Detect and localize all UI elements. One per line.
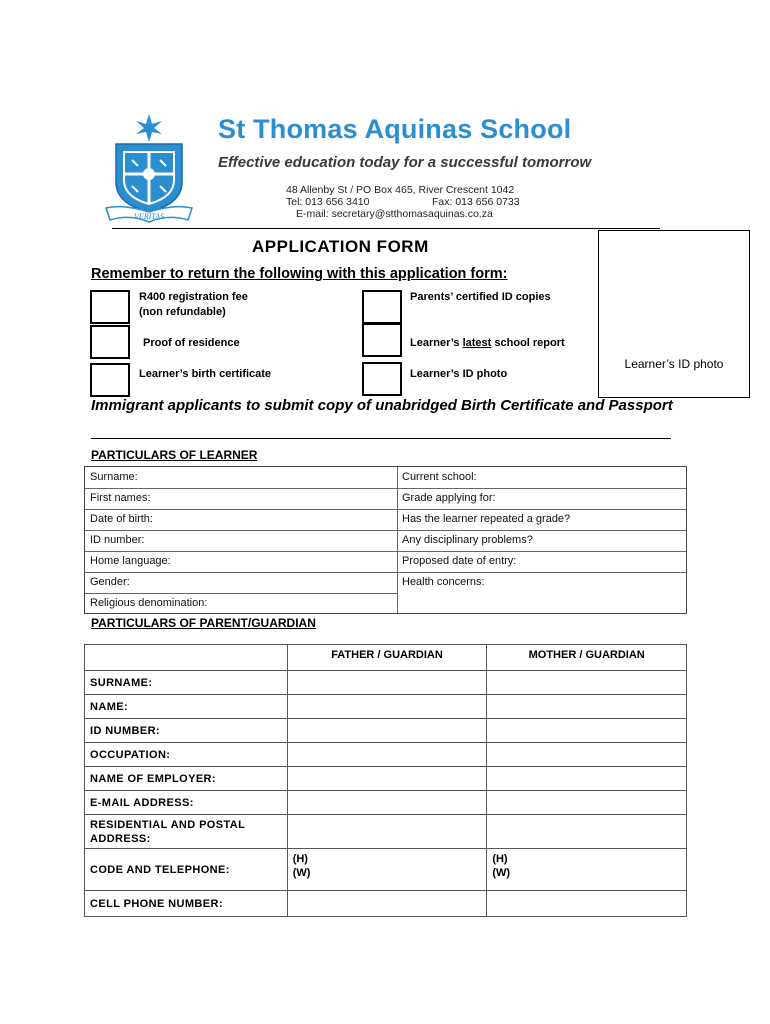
cell-father-name[interactable]	[287, 695, 487, 719]
checkbox-learner-id-photo[interactable]	[362, 362, 402, 396]
parent-table-corner	[85, 645, 288, 671]
checklist-label-school-report: Learner’s latest school report	[410, 337, 565, 349]
row-label-employer: NAME OF EMPLOYER:	[85, 767, 288, 791]
learner-table-row-line	[85, 509, 686, 510]
learner-table-row-line	[85, 488, 686, 489]
cell-father-id-number[interactable]	[287, 719, 487, 743]
field-grade-applying-for[interactable]: Grade applying for:	[402, 492, 496, 504]
row-label-surname: SURNAME:	[85, 671, 288, 695]
field-first-names[interactable]: First names:	[90, 492, 151, 504]
school-telephone: Tel: 013 656 3410	[286, 196, 370, 208]
checklist-label-registration-fee: R400 registration fee (non refundable)	[139, 291, 248, 318]
checklist-label-proof-of-residence: Proof of residence	[143, 337, 240, 349]
row-label-email: E-MAIL ADDRESS:	[85, 791, 288, 815]
checkbox-registration-fee[interactable]	[90, 290, 130, 324]
father-work-phone-label: (W)	[292, 867, 311, 879]
checklist-label-parents-id: Parents’ certified ID copies	[410, 291, 551, 303]
learner-particulars-table	[84, 466, 687, 614]
section-divider	[91, 438, 671, 439]
cell-mother-email[interactable]	[487, 791, 687, 815]
learner-table-row-line	[85, 572, 686, 573]
school-email: E-mail: secretary@stthomasaquinas.co.za	[296, 208, 493, 220]
school-tagline: Effective education today for a successful tomorrow	[218, 154, 592, 171]
mother-work-phone-label: (W)	[492, 867, 511, 879]
checkbox-school-report[interactable]	[362, 323, 402, 357]
cell-mother-address[interactable]	[487, 815, 687, 849]
field-home-language[interactable]: Home language:	[90, 555, 171, 567]
checkbox-proof-of-residence[interactable]	[90, 325, 130, 359]
school-crest-icon	[104, 112, 194, 224]
school-name: St Thomas Aquinas School	[218, 114, 572, 144]
father-home-phone-label: (H)	[292, 853, 308, 865]
field-religious-denomination[interactable]: Religious denomination:	[90, 597, 208, 609]
field-surname[interactable]: Surname:	[90, 471, 138, 483]
school-address: 48 Allenby St / PO Box 465, River Crescent 1042	[286, 184, 515, 196]
cell-mother-name[interactable]	[487, 695, 687, 719]
cell-father-address[interactable]	[287, 815, 487, 849]
parent-section-heading: PARTICULARS OF PARENT/GUARDIAN	[91, 616, 316, 630]
field-gender[interactable]: Gender:	[90, 576, 130, 588]
field-proposed-date-of-entry[interactable]: Proposed date of entry:	[402, 555, 517, 567]
field-health-concerns[interactable]: Health concerns:	[402, 576, 485, 588]
column-father-guardian: FATHER / GUARDIAN	[287, 645, 487, 671]
svg-text:VERITAS: VERITAS	[133, 212, 165, 221]
cell-mother-cell-phone[interactable]	[487, 891, 687, 917]
checklist-label-learner-id-photo: Learner’s ID photo	[410, 368, 508, 380]
field-id-number[interactable]: ID number:	[90, 534, 145, 546]
form-title: APPLICATION FORM	[252, 237, 429, 256]
learner-table-row-line	[85, 530, 686, 531]
row-label-address: RESIDENTIAL AND POSTAL ADDRESS:	[85, 815, 288, 849]
parent-particulars-table	[84, 644, 687, 917]
id-photo-box[interactable]	[598, 230, 750, 398]
field-date-of-birth[interactable]: Date of birth:	[90, 513, 153, 525]
cell-father-cell-phone[interactable]	[287, 891, 487, 917]
checklist-label-birth-certificate: Learner’s birth certificate	[139, 368, 272, 380]
cell-father-surname[interactable]	[287, 671, 487, 695]
checkbox-parents-id[interactable]	[362, 290, 402, 324]
cell-mother-id-number[interactable]	[487, 719, 687, 743]
cell-mother-surname[interactable]	[487, 671, 687, 695]
cell-mother-employer[interactable]	[487, 767, 687, 791]
row-label-cell-phone: CELL PHONE NUMBER:	[85, 891, 288, 917]
cell-father-telephone[interactable]	[287, 849, 487, 891]
cell-father-employer[interactable]	[287, 767, 487, 791]
row-label-name: NAME:	[85, 695, 288, 719]
row-label-occupation: OCCUPATION:	[85, 743, 288, 767]
cell-father-occupation[interactable]	[287, 743, 487, 767]
cell-mother-occupation[interactable]	[487, 743, 687, 767]
cell-mother-telephone[interactable]	[487, 849, 687, 891]
field-repeated-grade[interactable]: Has the learner repeated a grade?	[402, 513, 571, 525]
field-disciplinary-problems[interactable]: Any disciplinary problems?	[402, 534, 533, 546]
mother-home-phone-label: (H)	[492, 853, 508, 865]
learner-section-heading: PARTICULARS OF LEARNER	[91, 448, 258, 462]
field-current-school[interactable]: Current school:	[402, 471, 477, 483]
row-label-id-number: ID NUMBER:	[85, 719, 288, 743]
learner-table-row-line	[85, 551, 686, 552]
checkbox-birth-certificate[interactable]	[90, 363, 130, 397]
reminder-heading: Remember to return the following with this application form:	[91, 266, 508, 282]
id-photo-label: Learner’s ID photo	[624, 357, 724, 371]
header-divider	[112, 228, 660, 229]
school-fax: Fax: 013 656 0733	[432, 196, 520, 208]
column-mother-guardian: MOTHER / GUARDIAN	[487, 645, 687, 671]
immigrant-note: Immigrant applicants to submit copy of unabridged Birth Certificate and Passport	[91, 397, 673, 414]
cell-father-email[interactable]	[287, 791, 487, 815]
row-label-telephone: CODE AND TELEPHONE:	[85, 849, 288, 891]
